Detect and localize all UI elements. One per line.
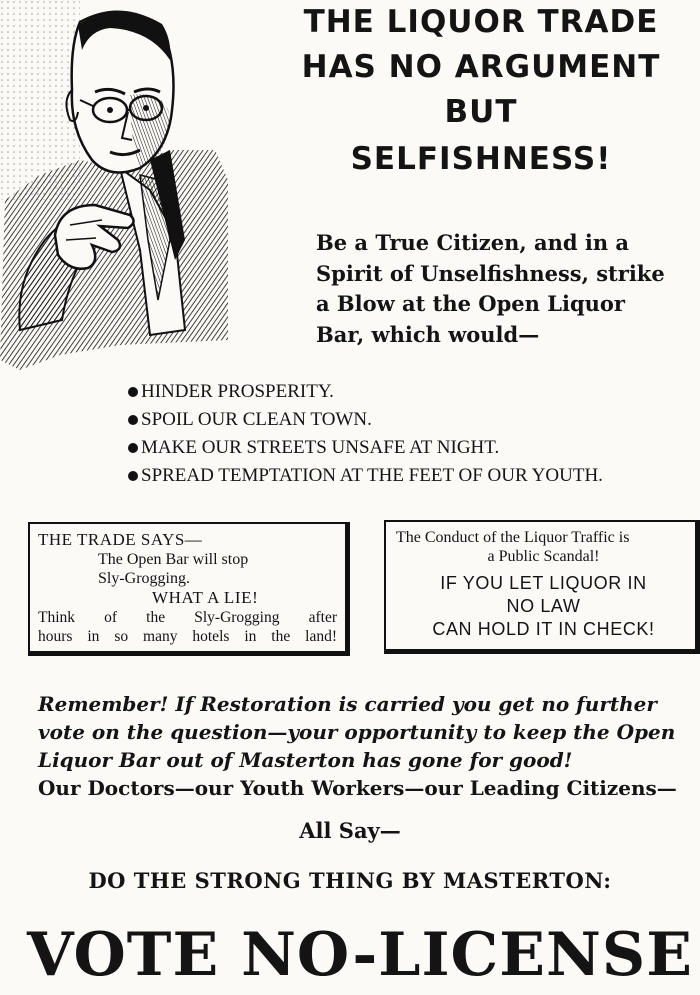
bullet-item: HINDER PROSPERITY. — [128, 378, 693, 406]
intro-line: Spirit of Unselfishness, strike — [316, 260, 665, 286]
public-scandal-box — [384, 520, 700, 654]
vote-no-license-title: VOTE NO-LICENSE — [27, 920, 693, 990]
headline-line: THE LIQUOR TRADE — [303, 4, 659, 40]
box-exclamation: WHAT A LIE! — [152, 588, 259, 607]
headline — [258, 0, 700, 182]
all-say-text: All Say— — [299, 818, 401, 843]
box-warning: CAN HOLD IT IN CHECK! — [432, 619, 655, 639]
remember-line: Remember! If Restoration is carried you get no further — [38, 692, 657, 716]
box-text: Think of the Sly-Grogging after — [38, 609, 337, 626]
remember-line: Liquor Bar out of Masterton has gone for good! — [38, 748, 573, 772]
box-text: Sly-Grogging. — [98, 570, 190, 587]
bullet-item: MAKE OUR STREETS UNSAFE AT NIGHT. — [128, 434, 693, 462]
intro-line: Bar, which would— — [316, 321, 540, 347]
bullet-dot-icon — [128, 387, 138, 397]
box-text: hours in so many hotels in the land! — [38, 628, 337, 645]
headline-line: SELFISHNESS! — [350, 141, 612, 177]
box-warning: IF YOU LET LIQUOR IN — [440, 573, 647, 593]
bullet-item: SPOIL OUR CLEAN TOWN. — [128, 406, 693, 434]
remember-line: vote on the question—your opportunity to keep the Open — [38, 720, 676, 744]
remember-line: Our Doctors—our Youth Workers—our Leading Citizens— — [38, 776, 677, 800]
intro-line: Be a True Citizen, and in a — [316, 230, 630, 255]
remember-paragraph — [38, 690, 700, 802]
bullet-dot-icon — [128, 471, 138, 481]
box-text: The Conduct of the Liquor Traffic is — [396, 529, 630, 546]
box-heading: THE TRADE SAYS— — [38, 530, 203, 549]
headline-line: HAS NO ARGUMENT — [301, 49, 661, 85]
bullet-dot-icon — [128, 443, 138, 453]
box-text: The Open Bar will stop — [98, 551, 249, 568]
bullet-item: SPREAD TEMPTATION AT THE FEET OF OUR YOUTH. — [128, 462, 693, 490]
strong-thing-text: DO THE STRONG THING BY MASTERTON: — [88, 868, 612, 893]
trade-says-box — [28, 522, 350, 656]
pointing-man-illustration — [0, 0, 240, 375]
bullet-dot-icon — [128, 415, 138, 425]
box-warning: NO LAW — [506, 596, 581, 616]
intro-text — [316, 228, 696, 350]
intro-line: a Blow at the Open Liquor — [316, 291, 625, 316]
box-text: a Public Scandal! — [487, 548, 600, 565]
headline-line: BUT — [444, 94, 518, 130]
bullet-list — [128, 378, 693, 490]
